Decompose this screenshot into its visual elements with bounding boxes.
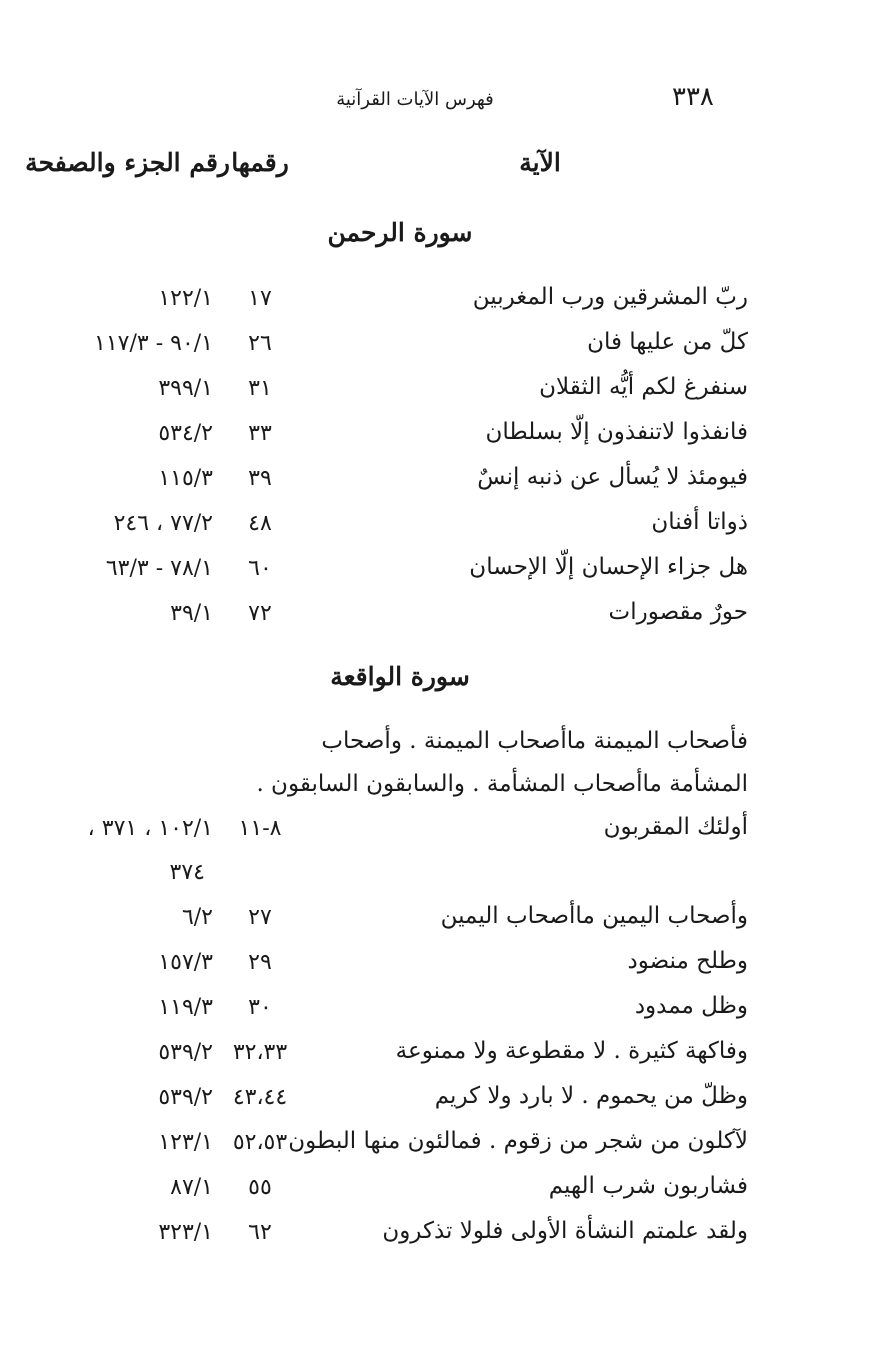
index-row-multiline-line2 (0, 771, 885, 815)
verse-number: ٢٩ (248, 950, 272, 975)
verse-text: ربّ المشرقين ورب المغربين (472, 284, 748, 310)
volume-page-ref: ١٢٢/١ (158, 286, 213, 311)
index-row-multiline-line1 (0, 728, 885, 772)
volume-page-ref: ٣٩/١ (170, 601, 213, 626)
verse-number: ٤٨ (248, 511, 272, 536)
volume-page-ref: ٥٣٩/٢ (158, 1085, 213, 1110)
verse-text: لآكلون من شجر من زقوم . فمالئون منها البطون (288, 1128, 748, 1154)
volume-page-ref: ٣٧٤ (169, 860, 205, 885)
index-row (0, 993, 885, 1037)
verse-number: ٢٧ (248, 905, 272, 930)
verse-number: ٣٩ (248, 466, 272, 491)
index-row (0, 509, 885, 553)
verse-text: وأصحاب اليمين ماأصحاب اليمين (440, 903, 748, 929)
index-row (0, 1128, 885, 1172)
verse-number: ٥٢،٥٣ (232, 1130, 288, 1155)
index-row (0, 599, 885, 643)
column-heading-verse: الآية (519, 148, 561, 177)
volume-page-ref: ١٢٣/١ (158, 1130, 213, 1155)
verse-text: سنفرغ لكم أيُّه الثقلان (539, 374, 748, 400)
volume-page-ref: ١١٥/٣ (158, 466, 213, 491)
verse-text: وظلّ من يحموم . لا بارد ولا كريم (434, 1083, 748, 1109)
verse-number: ٤٣،٤٤ (232, 1085, 288, 1110)
verse-text: وفاكهة كثيرة . لا مقطوعة ولا ممنوعة (395, 1038, 748, 1064)
index-row (0, 1038, 885, 1082)
volume-page-ref: ٥٣٤/٢ (158, 421, 213, 446)
surah-heading-rahman: سورة الرحمن (327, 218, 473, 247)
volume-page-ref: ٣٢٣/١ (158, 1220, 213, 1245)
column-heading-volume-page: رقم الجزء والصفحة (25, 148, 230, 177)
verse-text: أولئك المقربون (603, 814, 748, 840)
column-heading-verse-number: رقمها (231, 148, 289, 177)
verse-text: ولقد علمتم النشأة الأولى فلولا تذكرون (382, 1218, 748, 1244)
verse-text: هل جزاء الإحسان إلّا الإحسان (469, 554, 748, 580)
index-row (0, 329, 885, 373)
volume-page-ref: ٧٨/١ - ٦٣/٣ (105, 556, 213, 581)
verse-number: ٣٣ (248, 421, 272, 446)
verse-text: المشأمة ماأصحاب المشأمة . والسابقون السابقون . (256, 771, 748, 797)
index-row-multiline-line3 (0, 814, 885, 858)
volume-page-ref: ١٥٧/٣ (158, 950, 213, 975)
verse-text: فانفذوا لاتنفذون إلّا بسلطان (485, 419, 748, 445)
index-row (0, 419, 885, 463)
index-row (0, 464, 885, 508)
volume-page-ref: ٦/٢ (181, 905, 213, 930)
verse-number: ٧٢ (248, 601, 272, 626)
index-row (0, 284, 885, 328)
index-row (0, 1218, 885, 1262)
verse-number: ٣٠ (248, 995, 272, 1020)
index-row (0, 374, 885, 418)
index-row (0, 1173, 885, 1217)
verse-number: ١٧ (248, 286, 272, 311)
index-row (0, 1083, 885, 1127)
verse-text: فشاربون شرب الهيم (548, 1173, 748, 1199)
index-row (0, 554, 885, 598)
verse-number: ٦٢ (248, 1220, 272, 1245)
volume-page-ref: ٨٧/١ (170, 1175, 213, 1200)
verse-text: فأصحاب الميمنة ماأصحاب الميمنة . وأصحاب (321, 728, 748, 754)
verse-text: كلّ من عليها فان (587, 329, 748, 355)
verse-number: ٦٠ (248, 556, 272, 581)
verse-text: وظل ممدود (634, 993, 748, 1019)
verse-text: فيومئذ لا يُسأل عن ذنبه إنسٌ (477, 464, 748, 490)
index-row (0, 903, 885, 947)
verse-number: ٥٥ (248, 1175, 272, 1200)
volume-page-ref: ٩٠/١ - ١١٧/٣ (94, 331, 213, 356)
volume-page-ref: ١٠٢/١ ، ٣٧١ ، (87, 816, 213, 841)
verse-text: ذواتا أفنان (651, 509, 748, 535)
index-row (0, 948, 885, 992)
verse-text: حورٌ مقصورات (608, 599, 748, 625)
verse-number: ٣٢،٣٣ (232, 1040, 288, 1065)
surah-heading-waqia: سورة الواقعة (330, 662, 470, 691)
page-number: ٣٣٨ (672, 82, 714, 112)
verse-number: ٢٦ (248, 331, 272, 356)
page-header-title: فهرس الآيات القرآنية (336, 89, 494, 110)
volume-page-ref: ٧٧/٢ ، ٢٤٦ (113, 511, 213, 536)
verse-number: ٨-١١ (238, 816, 282, 841)
volume-page-ref: ٥٣٩/٢ (158, 1040, 213, 1065)
volume-page-ref: ٣٩٩/١ (158, 376, 213, 401)
volume-page-ref: ١١٩/٣ (158, 995, 213, 1020)
index-row-continuation (0, 858, 885, 902)
verse-number: ٣١ (248, 376, 272, 401)
verse-text: وطلح منضود (627, 948, 748, 974)
